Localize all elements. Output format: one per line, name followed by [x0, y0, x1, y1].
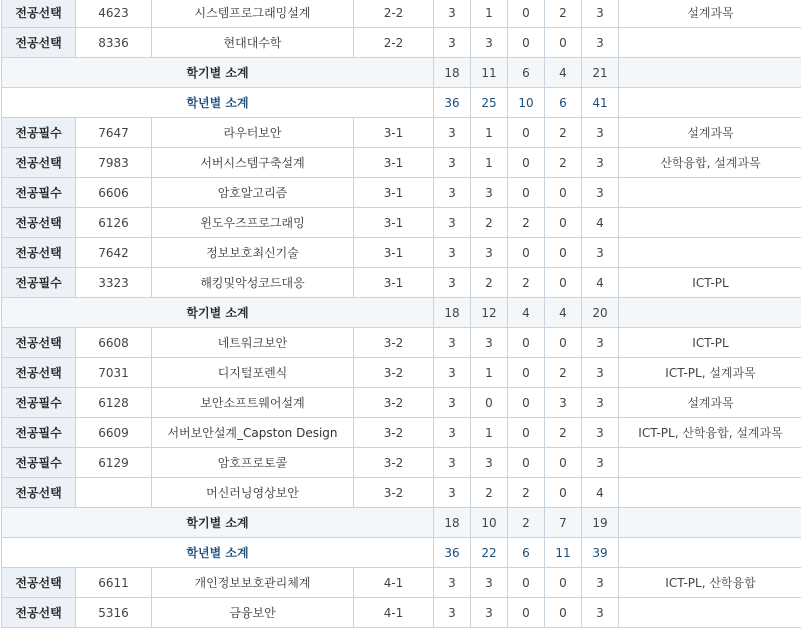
- course-code: 7031: [76, 358, 152, 388]
- course-name: 금융보안: [152, 598, 354, 628]
- course-note: 산학융합, 설계과목: [619, 148, 801, 178]
- subtotal-value: 36: [434, 88, 471, 118]
- course-credit-value: 0: [508, 0, 545, 28]
- course-term: 3-2: [354, 328, 434, 358]
- course-name: 네트워크보안: [152, 328, 354, 358]
- subtotal-value: 11: [471, 58, 508, 88]
- subtotal-value: 39: [582, 538, 619, 568]
- course-code: 8336: [76, 28, 152, 58]
- course-category: 전공선택: [2, 478, 76, 508]
- course-row: [2, 568, 801, 598]
- course-term: 3-1: [354, 148, 434, 178]
- course-category: 전공선택: [2, 328, 76, 358]
- course-credit-value: 3: [434, 418, 471, 448]
- course-credit-value: 2: [508, 208, 545, 238]
- course-credit-value: 3: [471, 568, 508, 598]
- subtotal-value: 4: [508, 298, 545, 328]
- course-code: 7647: [76, 118, 152, 148]
- curriculum-table: [1, 0, 801, 628]
- course-credit-value: 0: [508, 358, 545, 388]
- course-term: 3-2: [354, 358, 434, 388]
- subtotal-value: 21: [582, 58, 619, 88]
- semester-subtotal-row: [2, 58, 801, 88]
- course-name: 윈도우즈프로그래밍: [152, 208, 354, 238]
- course-credit-value: 1: [471, 148, 508, 178]
- course-code: 6128: [76, 388, 152, 418]
- course-note: [619, 478, 801, 508]
- course-credit-value: 3: [582, 148, 619, 178]
- course-note: ICT-PL: [619, 268, 801, 298]
- course-category: 전공선택: [2, 28, 76, 58]
- course-credit-value: 2: [545, 148, 582, 178]
- course-credit-value: 3: [434, 448, 471, 478]
- course-note: [619, 178, 801, 208]
- course-credit-value: 3: [434, 0, 471, 28]
- course-note: ICT-PL, 설계과목: [619, 358, 801, 388]
- course-row: [2, 238, 801, 268]
- course-note: ICT-PL, 산학융합: [619, 568, 801, 598]
- subtotal-value: 6: [508, 538, 545, 568]
- course-credit-value: 2: [471, 268, 508, 298]
- course-credit-value: 0: [508, 598, 545, 628]
- subtotal-value: 11: [545, 538, 582, 568]
- course-row: [2, 328, 801, 358]
- course-credit-value: 3: [582, 0, 619, 28]
- course-code: 6129: [76, 448, 152, 478]
- course-credit-value: 3: [582, 448, 619, 478]
- course-term: 4-1: [354, 598, 434, 628]
- course-code: 4623: [76, 0, 152, 28]
- course-row: [2, 448, 801, 478]
- course-credit-value: 3: [545, 388, 582, 418]
- course-code: 6608: [76, 328, 152, 358]
- course-note: ICT-PL, 산학융합, 설계과목: [619, 418, 801, 448]
- course-category: 전공필수: [2, 268, 76, 298]
- subtotal-note-empty: [619, 538, 801, 568]
- subtotal-value: 18: [434, 298, 471, 328]
- course-credit-value: 3: [471, 238, 508, 268]
- course-credit-value: 0: [508, 418, 545, 448]
- course-credit-value: 3: [471, 28, 508, 58]
- course-credit-value: 1: [471, 418, 508, 448]
- course-category: 전공선택: [2, 238, 76, 268]
- course-row: [2, 268, 801, 298]
- course-code: 6126: [76, 208, 152, 238]
- course-category: 전공선택: [2, 208, 76, 238]
- year-subtotal-row: [2, 88, 801, 118]
- course-row: [2, 0, 801, 28]
- subtotal-value: 18: [434, 58, 471, 88]
- course-category: 전공선택: [2, 598, 76, 628]
- course-row: [2, 118, 801, 148]
- course-term: 3-1: [354, 268, 434, 298]
- subtotal-label: 학기별 소계: [2, 508, 434, 538]
- subtotal-value: 7: [545, 508, 582, 538]
- course-credit-value: 0: [545, 268, 582, 298]
- course-name: 라우터보안: [152, 118, 354, 148]
- course-credit-value: 3: [582, 328, 619, 358]
- course-note: 설계과목: [619, 388, 801, 418]
- course-code: 6609: [76, 418, 152, 448]
- course-term: 3-2: [354, 388, 434, 418]
- course-row: [2, 208, 801, 238]
- course-term: 3-1: [354, 178, 434, 208]
- course-credit-value: 0: [545, 448, 582, 478]
- subtotal-label: 학기별 소계: [2, 58, 434, 88]
- course-category: 전공선택: [2, 568, 76, 598]
- course-credit-value: 3: [582, 358, 619, 388]
- course-credit-value: 0: [508, 178, 545, 208]
- course-credit-value: 4: [582, 478, 619, 508]
- course-category: 전공선택: [2, 148, 76, 178]
- course-credit-value: 3: [434, 478, 471, 508]
- course-name: 정보보호최신기술: [152, 238, 354, 268]
- course-category: 전공필수: [2, 118, 76, 148]
- course-credit-value: 0: [508, 568, 545, 598]
- course-category: 전공필수: [2, 388, 76, 418]
- course-name: 디지털포렌식: [152, 358, 354, 388]
- course-credit-value: 0: [545, 178, 582, 208]
- course-term: 3-2: [354, 418, 434, 448]
- course-credit-value: 1: [471, 0, 508, 28]
- course-credit-value: 0: [508, 118, 545, 148]
- course-credit-value: 3: [434, 178, 471, 208]
- course-row: [2, 478, 801, 508]
- course-credit-value: 3: [434, 598, 471, 628]
- course-credit-value: 3: [582, 118, 619, 148]
- subtotal-value: 20: [582, 298, 619, 328]
- course-credit-value: 0: [545, 28, 582, 58]
- subtotal-value: 22: [471, 538, 508, 568]
- course-row: [2, 598, 801, 628]
- course-credit-value: 3: [471, 328, 508, 358]
- subtotal-note-empty: [619, 508, 801, 538]
- course-credit-value: 0: [508, 388, 545, 418]
- course-category: 전공필수: [2, 418, 76, 448]
- course-note: ICT-PL: [619, 328, 801, 358]
- course-credit-value: 0: [545, 208, 582, 238]
- course-credit-value: 2: [508, 478, 545, 508]
- course-category: 전공선택: [2, 0, 76, 28]
- course-credit-value: 3: [471, 448, 508, 478]
- course-code: 7642: [76, 238, 152, 268]
- course-credit-value: 3: [434, 328, 471, 358]
- course-term: 2-2: [354, 0, 434, 28]
- course-credit-value: 3: [434, 28, 471, 58]
- course-credit-value: 3: [434, 148, 471, 178]
- course-credit-value: 0: [471, 388, 508, 418]
- course-credit-value: 0: [545, 328, 582, 358]
- course-credit-value: 3: [471, 598, 508, 628]
- course-code: [76, 478, 152, 508]
- subtotal-value: 6: [545, 88, 582, 118]
- course-term: 3-2: [354, 478, 434, 508]
- course-name: 시스템프로그래밍설계: [152, 0, 354, 28]
- course-credit-value: 0: [508, 238, 545, 268]
- course-row: [2, 388, 801, 418]
- subtotal-label: 학년별 소계: [2, 538, 434, 568]
- course-name: 암호알고리즘: [152, 178, 354, 208]
- subtotal-value: 36: [434, 538, 471, 568]
- course-note: 설계과목: [619, 0, 801, 28]
- course-name: 머신러닝영상보안: [152, 478, 354, 508]
- course-name: 보안소프트웨어설계: [152, 388, 354, 418]
- course-credit-value: 0: [508, 28, 545, 58]
- course-name: 개인정보보호관리체계: [152, 568, 354, 598]
- course-term: 3-2: [354, 448, 434, 478]
- course-credit-value: 1: [471, 358, 508, 388]
- subtotal-note-empty: [619, 298, 801, 328]
- subtotal-label: 학기별 소계: [2, 298, 434, 328]
- course-term: 3-1: [354, 208, 434, 238]
- course-credit-value: 3: [434, 208, 471, 238]
- subtotal-note-empty: [619, 88, 801, 118]
- course-credit-value: 1: [471, 118, 508, 148]
- course-credit-value: 2: [545, 118, 582, 148]
- course-code: 6606: [76, 178, 152, 208]
- course-credit-value: 2: [471, 208, 508, 238]
- course-name: 현대대수학: [152, 28, 354, 58]
- course-credit-value: 3: [434, 388, 471, 418]
- course-code: 5316: [76, 598, 152, 628]
- course-credit-value: 0: [508, 148, 545, 178]
- course-credit-value: 4: [582, 208, 619, 238]
- subtotal-value: 12: [471, 298, 508, 328]
- course-name: 서버보안설계_Capston Design: [152, 418, 354, 448]
- course-credit-value: 3: [582, 388, 619, 418]
- course-note: [619, 598, 801, 628]
- course-credit-value: 3: [434, 568, 471, 598]
- subtotal-value: 4: [545, 58, 582, 88]
- course-credit-value: 0: [545, 598, 582, 628]
- course-credit-value: 3: [434, 358, 471, 388]
- course-row: [2, 418, 801, 448]
- subtotal-note-empty: [619, 58, 801, 88]
- subtotal-value: 19: [582, 508, 619, 538]
- course-credit-value: 2: [471, 478, 508, 508]
- course-credit-value: 0: [545, 568, 582, 598]
- subtotal-value: 6: [508, 58, 545, 88]
- course-code: 7983: [76, 148, 152, 178]
- course-row: [2, 178, 801, 208]
- subtotal-value: 41: [582, 88, 619, 118]
- course-credit-value: 3: [582, 238, 619, 268]
- subtotal-value: 25: [471, 88, 508, 118]
- course-credit-value: 3: [434, 118, 471, 148]
- subtotal-value: 4: [545, 298, 582, 328]
- course-credit-value: 3: [471, 178, 508, 208]
- course-credit-value: 3: [434, 238, 471, 268]
- course-category: 전공필수: [2, 448, 76, 478]
- course-row: [2, 28, 801, 58]
- subtotal-value: 10: [471, 508, 508, 538]
- subtotal-value: 2: [508, 508, 545, 538]
- subtotal-label: 학년별 소계: [2, 88, 434, 118]
- course-term: 3-1: [354, 238, 434, 268]
- course-name: 해킹및악성코드대응: [152, 268, 354, 298]
- year-subtotal-row: [2, 538, 801, 568]
- course-credit-value: 4: [582, 268, 619, 298]
- course-note: [619, 28, 801, 58]
- semester-subtotal-row: [2, 508, 801, 538]
- semester-subtotal-row: [2, 298, 801, 328]
- subtotal-value: 18: [434, 508, 471, 538]
- course-credit-value: 3: [582, 568, 619, 598]
- course-name: 서버시스템구축설계: [152, 148, 354, 178]
- course-credit-value: 0: [545, 238, 582, 268]
- course-credit-value: 3: [582, 28, 619, 58]
- course-credit-value: 3: [434, 268, 471, 298]
- course-note: [619, 238, 801, 268]
- course-note: 설계과목: [619, 118, 801, 148]
- subtotal-value: 10: [508, 88, 545, 118]
- course-category: 전공선택: [2, 358, 76, 388]
- course-note: [619, 208, 801, 238]
- course-credit-value: 3: [582, 418, 619, 448]
- course-credit-value: 0: [545, 478, 582, 508]
- course-credit-value: 2: [545, 358, 582, 388]
- course-credit-value: 2: [545, 0, 582, 28]
- course-credit-value: 3: [582, 178, 619, 208]
- course-term: 4-1: [354, 568, 434, 598]
- course-credit-value: 2: [545, 418, 582, 448]
- course-term: 2-2: [354, 28, 434, 58]
- course-credit-value: 3: [582, 598, 619, 628]
- course-category: 전공필수: [2, 178, 76, 208]
- course-credit-value: 0: [508, 448, 545, 478]
- course-term: 3-1: [354, 118, 434, 148]
- course-code: 3323: [76, 268, 152, 298]
- course-row: [2, 358, 801, 388]
- course-code: 6611: [76, 568, 152, 598]
- course-row: [2, 148, 801, 178]
- course-note: [619, 448, 801, 478]
- curriculum-table-body: [2, 0, 801, 628]
- course-credit-value: 2: [508, 268, 545, 298]
- course-credit-value: 0: [508, 328, 545, 358]
- course-name: 암호프로토콜: [152, 448, 354, 478]
